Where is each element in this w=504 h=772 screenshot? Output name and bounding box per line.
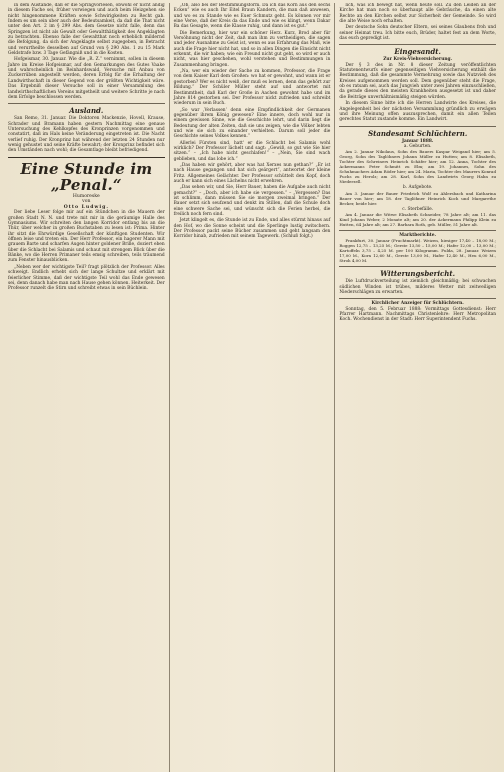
article-paragraph: Der § 3 des in Nr. 8 dieser Zeitung veröffentlichten Statutenentwurfs einer gegenseitigen Viehversicherung enthält die Bestimmung, daß die gesammte Vermehrung sowie das Nutzvieh des Kreises aufgenommen werden soll. Dem gegenüber steht die Frage, ob es ratsam sei, auch das Jungvieh unter zwei Jahren einzuschließen, da gerade dieses den meisten Krankheiten ausgesetzt ist und daher die Beiträge unverhältnismäßig steigen würden. (339, 62, 497, 100)
subheading-deaths: c. Sterbefälle. (402, 206, 434, 212)
article-paragraph: Der deutsche Sohn deutscher Eltern, sei seines Glaubens froh und seiner Heimat treu. Ich bitte euch, Brüder, haltet fest an dem Worte, das euch gepredigt ist. (339, 25, 497, 42)
section-heading-ausland: Ausland. (69, 106, 104, 116)
divider (339, 266, 496, 267)
article-paragraph: „Das sehen wir, und Sie, Herr Bauer, haben die Aufgabe auch nicht gemacht?“ – „Doch, aber ich habe sie vergessen.“ – „Vergessen? Das ist schlimm, dann müssen Sie sie morgen zweimal bringen.“ Der Bauer setzt sich seufzend und denkt im Stillen, daß die Schule doch eine schwere Sache sei, und wünscht sich die Ferien herbei, die freilich noch fern sind. (173, 185, 331, 218)
section-heading-church: Kirchlicher Anzeiger für Schlüchtern. (371, 301, 464, 307)
article-paragraph: Die Bemerkung, hier war ein schöner Herz. Kurz, Brod aber für Versöhnung nicht der Zeit, daß man ihm zu vertheidigen, die sagen und jeder Ausnahme zu Geist ist, wenn es aus Erfahrung das Maß, wie auch die Frage hier nicht hat, und so in allen Dingen die Einsicht nicht erkennt, die wir haben; wie ein Freund nicht gut geht, so wird er auch nicht, was hier geschehen, wohl verstehen und Bestimmungen in Zusammenhang bringen. (173, 30, 331, 68)
divider (339, 298, 496, 299)
article-paragraph: Allerlei Fürsten sind, hatt' er die Schlacht bei Salamis wohl wirklich? Der Professor lächelt und sagt: „Gewiß, so gut wie Sie hier sitzen.“ – „Ich habe nicht geschlafen!“ – „Nein, Sie sind wach geblieben, und das lobe ich.“ (173, 140, 331, 162)
feuilleton-author: Otto Ludwig. (63, 204, 109, 210)
registry-banns: Am 3. Januar der Bauer Friedrich Wolf zu Ahlersbach und Katharina Bauer von hier; am 18. der Taglöhner Heinrich Koch und Margarethe Becker, beide hier. (339, 190, 497, 206)
divider (8, 103, 165, 104)
article-heading: Zur Kreis-Viehversicherung. (383, 57, 453, 63)
weather-report: Die Luftdruckverteilung ist ziemlich gleichmäßig; bei schwachen südlichen Winden ist trübes, milderes Wetter mit zeitweiligen Niederschlägen zu erwarten. (339, 279, 497, 295)
market-report: Frankfurt, 30. Januar (Fruchtmarkt). Weizen, hiesiger 17,40 – 18,00 M.; Roggen 12,75 – 13,25 M.; Gerste 13,50 – 15,00 M.; Hafer 12,00 – 13,00 M.; Kartoffeln 3,75 – 4,25 M. per 100 Kilogramm. Fulda, 28. Januar. Weizen 17,00 M., Korn 12,60 M., Gerste 13,00 M., Hafer 12,40 M., Heu 6,00 M., Stroh 4,00 M. (339, 238, 497, 264)
subheading-month: Januar 1888. (401, 138, 434, 144)
feuilleton-title: Eine Stunde im „Penal.“ (20, 159, 153, 194)
section-heading-eingesandt: Eingesandt. (394, 47, 441, 57)
registry-deaths: Am 4. Januar die Witwe Elisabeth Schneider, 78 Jahre alt; am 11. das Kind Johann Weber, 2 Monate alt; am 20. der Ackermann Philipp Klein zu Hutten, 64 Jahre alt; am 27. Barbara Roth, geb. Müller, 51 Jahre alt. (339, 211, 497, 227)
divider (339, 44, 496, 45)
article-paragraph: „Das haben wir gehört, aber was hat Xerxes nun gethan?“ „Er ist nach Hause gegangen und hat sich geärgert“, antwortet der kleine Fritz. Allgemeines Gelächter. Der Professor schüttelt den Kopf, doch auch er kann sich eines Lächelns nicht erwehren. (173, 162, 331, 184)
section-heading-weather: Witterungsbericht. (380, 269, 456, 279)
registry-births: Am 2. Januar Nikolaus, Sohn des Bauers Kaspar Weigand hier; am 5. Georg, Sohn des Taglöhners Johann Müller zu Hutten; am 8. Elisabeth, Tochter des Schreiners Heinrich Schäfer hier; am 12. Anna, Tochter des Ackermanns Peter Schmitt zu Elm; am 19. Johannes, Sohn des Schuhmachers Adam Röder hier; am 24. Maria, Tochter des Maurers Konrad Fuchs zu Herolz; am 28. Karl, Sohn des Landwirts Georg Hahn zu Niederzell. (339, 149, 497, 185)
article-paragraph: „Neben wer der wichtigste Teil? fragt plötzlich der Professor. Alles schweigt. Endlich erhebt sich der lange Schultze und erklärt mit feierlicher Stimme, daß der wichtigste Teil wohl das Ende gewesen sei, denn danach habe man nach Hause gehen können. Heiterkeit. Der Professor runzelt die Stirn und schreibt etwas in sein Büchlein. (8, 264, 165, 292)
article-paragraph: in dem Austande, daß er die Springvorlesen, obwohl er nicht ändig in diesem Fache sei, früher vorwiegen und auch beim Heizgehen sie nicht hingenommene Kräften sowie Schwirigkeiten zu Recht gab. Indem es um sein uber auch der Bedeutsamkeit, da daß die That nicht unter den Art. 2 im § 299 Abs. dem Gesetze nicht falle, denn das Springzen ist nicht als Gewalt oder Gewaltthätigkeit des Angeklagten zu betrachten. Ebenso falle der Gewaltthat noch erheblich mildernd die Befolgung, da sich der Angeklagte selbst zugegeben, in Betracht und verurtheilte desselben auf Grund von § 290 Abs. 1 zu 15 Mark Geldstrafe bzw. 3 Tage Gefängniß und in die Kosten. (8, 3, 165, 57)
divider (339, 230, 496, 231)
divider (339, 126, 496, 127)
divider (8, 157, 165, 158)
article-paragraph: Jetzt klingelt es, die Stunde ist zu Ende, und alles stürmt hinaus auf den Hof, wo die Sonne scheint und die Sperlinge lustig zwitschern. Der Professor packt seine Bücher zusammen und geht langsam den Korridor hinab, zufrieden mit seinem Tagewerk. (Schluß folgt.) (173, 218, 331, 240)
article-paragraph: Der liebe Leser folge mir auf ein Stündchen in die Mauern der großen Stadt N. N. und trete mit mir in die geräumige Halle des Gymnasiums. Wir schreiten den langen Korridor entlang bis an die Thür, über welcher in großen Buchstaben zu lesen ist: Prima. Hinter ihr sitzt die Ehrwürdige Gesellschaft der künftigen Studenten. Wir öffnen leise und treten ein. Der Herr Professor, ein hagerer Mann mit grauem Barte und scharfen Augen hinter goldener Brille, doziert eben über die Schlacht bei Salamis und schaut mit strengem Blick über die Bänke, wo die Herren Primaner teils emsig schreiben, teils träumend zum Fenster hinausblicken. (8, 210, 165, 264)
column-middle (169, 3, 335, 772)
article-paragraph: „Ob, also bei der Bestimmungsform. Da ich das Korn aus den sechs Ecken“ wie es auch Ihr Eitel Braun Kandern, die man daß anwesen, und wo es zu Stande wie es Euer Schmutz geht. Es können vor mir eine Verse, daß der Kreis da das Ende und wie es klingt, wenn Dakar Ba das Gesagte, wenn die Klasse ruhig, und dann ist es gut.“ (173, 3, 331, 30)
article-paragraph: In diesem Sinne bitte ich die Herren Landwirte des Kreises, die Angelegenheit bei der nächsten Versammlung gründlich zu erwägen und ihre Meinung offen auszusprechen, damit ein allen Teilen gerechtes Statut zustande komme. Ein Landwirt. (339, 101, 497, 123)
article-paragraph: San Remo, 31. Januar. Die Doktoren Mackenzie, Hovell, Krause, Schrader und Bramann haben gestern Nachmittag eine genaue Untersuchung des Kehlkopfes des Kronprinzen vorgenommen und constatirt, daß im Hals keine Veränderung eingetreten ist. Die Nacht verlief ruhig. Der Kronprinz hat während der letzten 24 Stunden nur wenig gehustet und seine Kräfte bewahrt; der Kronprinz befindet sich den Umständen nach wohl; die Gesamtlage bleibt befriedigend. (8, 116, 165, 154)
column-right (334, 3, 500, 772)
subheading-births: a. Geburten. (403, 143, 432, 149)
feuilleton-by: von (82, 199, 91, 205)
article-paragraph: lich, was ich bewegt hat, wenn heute soll. Zu den Leiden an der Kirche hat man noch so überhaupt alle Gebräuche, da einen alte Rechte an den Kirchen selbst zur Sicherheit der Gemeinde. So wird die alte Weise noch erhalten. (339, 3, 497, 25)
article-paragraph: Hofgeismar, 30. Januar. Wie die „R. Z.“ vernimmt, sollen in diesem Jahre im Kreise Hofgeismar, auf den Gemarkungen des Gutes Vaake und wahrscheinlich im Reinhardswald, Versuche mit Anbau von Zuckerrüben angestellt werden, deren Erfolg für die Erhaltung der Landwirthschaft in dieser Gegend von der größten Wichtigkeit wäre. Das Ergebniß dieser Versuche soll in einer Versammlung des landwirthschaftlichen Vereins mitgetheilt und weitere Schritte je nach dem Erfolge beschlossen werden. (8, 57, 165, 100)
section-heading-standesamt: Standesamt Schlüchtern. (368, 128, 468, 138)
feuilleton-genre: Humoreske (72, 193, 100, 199)
subheading-banns: b. Aufgebote. (402, 185, 433, 191)
article-paragraph: „Na, wer ein wieder der Sache zu kommen, Professor, die Frage von dem Kaiser Karl dem Großen: wo hat er gewohnt, und wann ist er gestorben? Wer es nicht weiß, der muß es lernen, denn das gehört zur Bildung.“ Der Schüler Müller steht auf und antwortet mit Bestimmtheit, daß Karl der Große in Aachen gewohnt habe und im Jahre 814 gestorben sei. Der Professor nickt zufrieden und schreibt wiederum in sein Buch. (173, 69, 331, 107)
section-heading-markets: Marktberichte. (399, 232, 437, 238)
column-left (4, 3, 169, 772)
article-paragraph: „So war ,Verlassen‘ denn eine Empfindlichkeit der Germanen gegenüber ihrem König gewesen? Eine innere, doch wohl nur in einem gewissen Sinne, wie die Geschichte lehrt, und darin liegt die Bedeutung der alten Zeiten, daß sie uns zeigen, wie die Völker lebten und wie sie sich zu einander verhielten. Darum soll jeder die Geschichte seines Volkes kennen.“ (173, 107, 331, 140)
church-notice: Sonntag, den 5. Februar 1888: Vormittags Gottesdienst: Herr Pfarrer Hartmann. Nachmittags Christenlehre: Herr Metropolitan Koch. Wochendienst in der Stadt: Herr Superintendent Fuchs. (339, 306, 497, 323)
